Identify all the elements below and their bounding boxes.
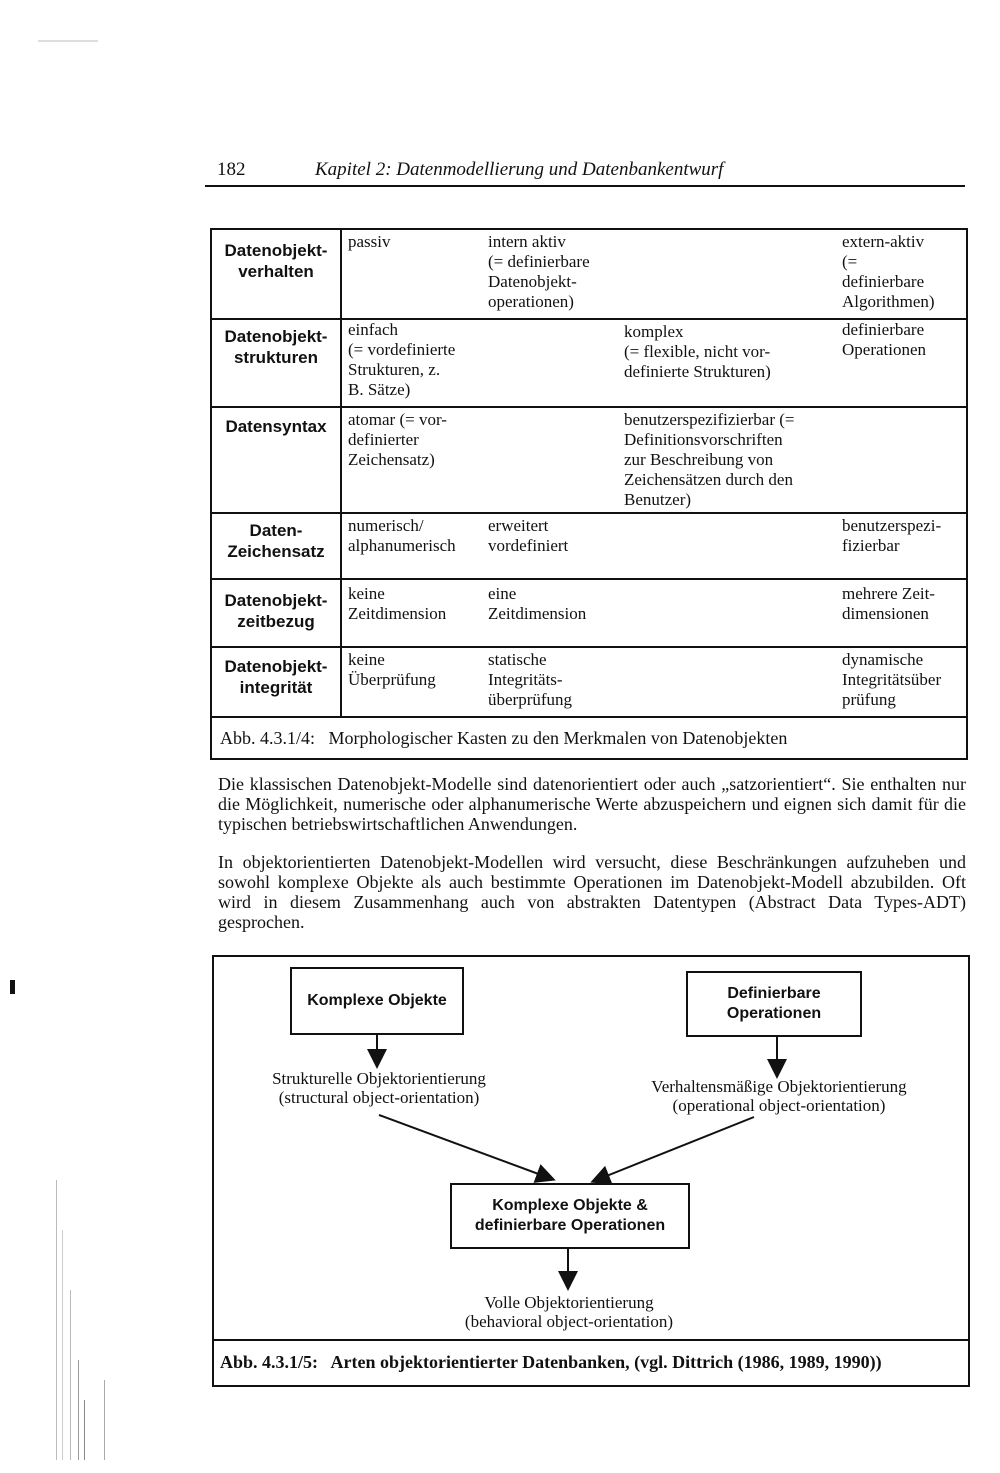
table-row xyxy=(212,230,966,320)
paragraph-1: Die klassischen Datenobjekt-Modelle sind datenorientiert oder auch „satzorientiert“. Sie enthalten nur die Möglichkeit, numerische oder alphanumerische Werte abzuspeichern und eignen sich damit für die typischen betriebswirtschaftlichen Anwendungen. xyxy=(218,774,966,834)
table-caption: Abb. 4.3.1/4: Morphologischer Kasten zu den Merkmalen von Datenobjekten xyxy=(220,728,788,748)
table-row xyxy=(212,648,966,718)
table-cell: einfach (= vordefinierte Strukturen, z. B. Sätze) xyxy=(348,320,456,399)
box-definable-operations: Definierbare Operationen xyxy=(686,971,862,1037)
chapter-title: Kapitel 2: Datenmodellierung und Datenbankentwurf xyxy=(315,159,724,180)
label-full-orientation: Volle Objektorientierung (behavioral object-orientation) xyxy=(464,1293,674,1331)
diagram-caption: Abb. 4.3.1/5: Arten objektorientierter Datenbanken, (vgl. Dittrich (1986, 1989, 1990)) xyxy=(220,1352,882,1372)
table-cell: erweitert vordefiniert xyxy=(488,516,569,555)
row-label: Datensyntax xyxy=(212,408,342,512)
arrow-diagonal-left xyxy=(379,1115,552,1179)
scan-margin-artifacts xyxy=(0,0,130,1473)
table-cell: keine Zeitdimension xyxy=(348,584,447,623)
row-label: Datenobjekt- integrität xyxy=(212,648,342,716)
label-operational-orientation: Verhaltensmäßige Objektorientierung (operational object-orientation) xyxy=(651,1077,907,1115)
table-cell: keine Überprüfung xyxy=(348,650,436,689)
row-label: Daten- Zeichensatz xyxy=(212,514,342,578)
label-structural-orientation: Strukturelle Objektorientierung (structural object-orientation) xyxy=(272,1069,486,1107)
table-row xyxy=(212,580,966,648)
diagram-caption-divider xyxy=(214,1339,968,1341)
table-cell: definierbare Operationen xyxy=(842,320,927,359)
table-cell: benutzerspezifizierbar (= Definitionsvorschriften zur Beschreibung von Zeichensätzen durch den Benutzer) xyxy=(624,410,795,509)
table-cell: dynamische Integritätsüber prüfung xyxy=(842,650,942,709)
box-complex-objects-and-operations: Komplexe Objekte & definierbare Operationen xyxy=(450,1183,690,1249)
page-number: 182 xyxy=(217,159,246,180)
table-cell: extern-aktiv (= definierbare Algorithmen) xyxy=(842,232,935,311)
table-row xyxy=(212,320,966,408)
table-cell: statische Integritäts- überprüfung xyxy=(488,650,573,709)
table-cell: mehrere Zeit- dimensionen xyxy=(842,584,935,623)
row-label: Datenobjekt- strukturen xyxy=(212,320,342,406)
diagram-frame xyxy=(212,955,970,1387)
row-label: Datenobjekt- verhalten xyxy=(212,230,342,318)
paragraph-2: In objektorientierten Datenobjekt-Modellen wird versucht, diese Beschränkungen aufzuheben und sowohl komplexe Objekte als auch bestimmte Operationen im Datenobjekt-Modell abzubilden. Oft wird in diesem Zusammenhang auch von abstrakten Datentypen (Abstract Data Types-ADT) gesprochen. xyxy=(218,852,966,932)
table-cell: intern aktiv (= definierbare Datenobjekt- operationen) xyxy=(488,232,590,311)
arrow-diagonal-right xyxy=(594,1117,754,1181)
box-complex-objects: Komplexe Objekte xyxy=(290,967,464,1035)
table-row xyxy=(212,408,966,514)
morphological-box-table xyxy=(210,228,968,760)
table-cell: benutzerspezi- fizierbar xyxy=(842,516,942,555)
table-cell: komplex (= flexible, nicht vor- definierte Strukturen) xyxy=(624,322,771,381)
table-cell: numerisch/ alphanumerisch xyxy=(348,516,456,555)
table-caption-row xyxy=(212,718,966,758)
table-cell: atomar (= vor- definierter Zeichensatz) xyxy=(348,410,447,469)
row-label: Datenobjekt- zeitbezug xyxy=(212,580,342,646)
page-header xyxy=(205,155,965,187)
table-cell: passiv xyxy=(348,232,391,251)
table-row xyxy=(212,514,966,580)
table-cell: eine Zeitdimension xyxy=(488,584,587,623)
